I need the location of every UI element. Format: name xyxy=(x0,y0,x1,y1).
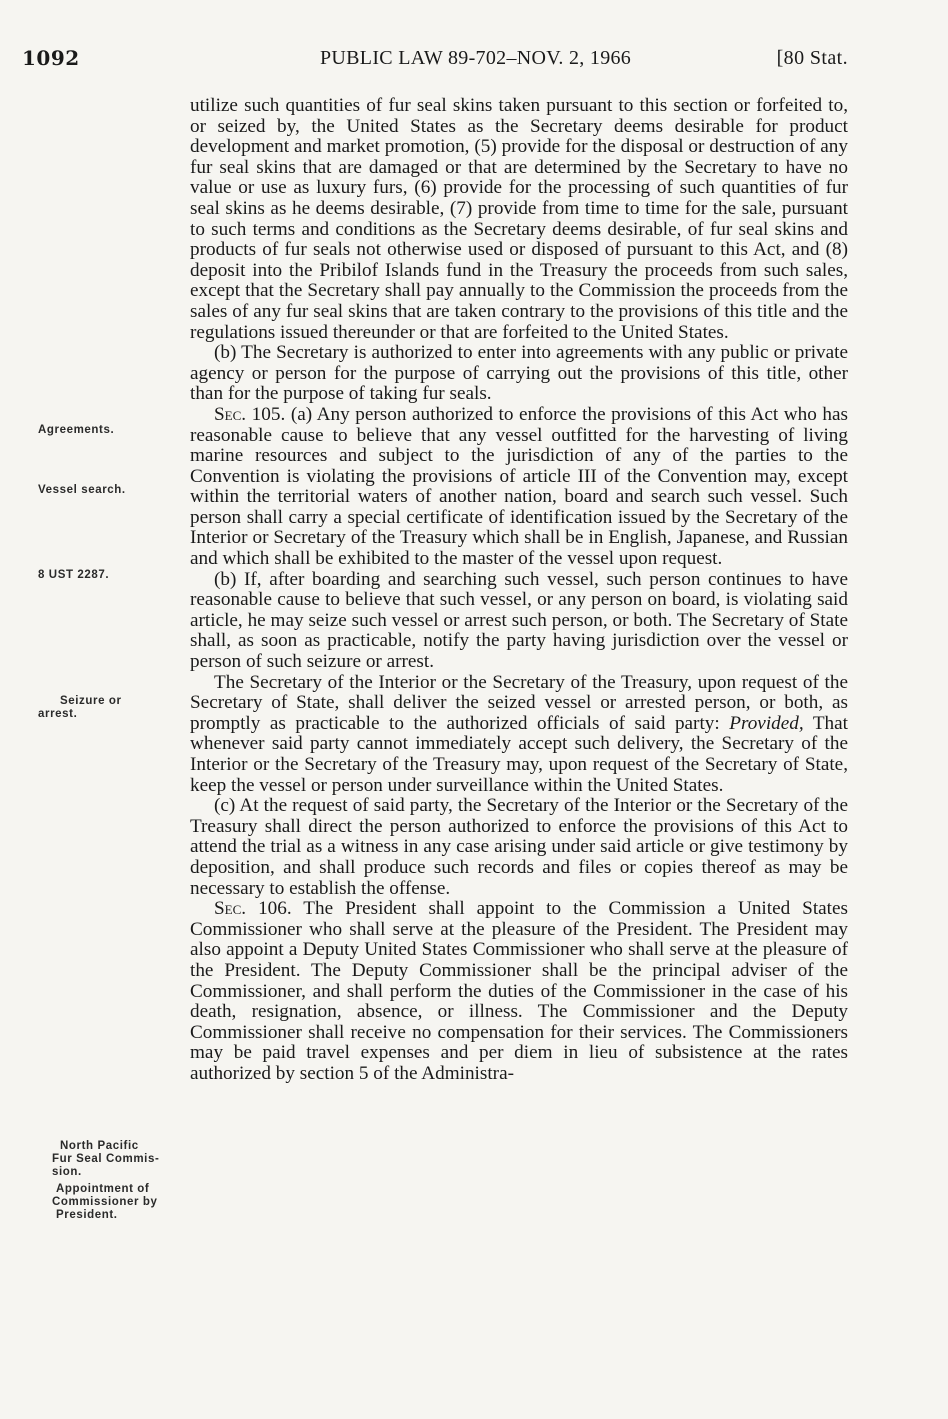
section-106-text: 106. The President shall appoint to the Commission a United States Commissioner who shall serve at the pleasure of the President. The President may also appoint a Deputy United States Commissioner who shall serve at the pleasure of the President. The Deputy Commissioner shall be the principal adviser of the Commissioner, and shall perform the duties of the Commissioner in the case of his death, resignation, absence, or illness. The Commissioner and the Deputy Commissioner shall receive no compensation for their services. The Commissioners may be paid travel expenses and per diem in lieu of subsistence at the rates authorized by section 5 of the Administra- xyxy=(190,898,848,1084)
main-body-text xyxy=(190,96,848,1085)
margin-note-commission-cont xyxy=(52,1153,159,1179)
margin-note-text: Commissioner by xyxy=(52,1196,158,1208)
statute-reference: [80 Stat. xyxy=(776,47,848,69)
section-label: Sec. xyxy=(214,403,247,425)
paragraph-section-105 xyxy=(190,405,848,570)
margin-note-text: arrest. xyxy=(38,708,78,720)
paragraph-fur-seal-skins: utilize such quantities of fur seal skins taken pursuant to this section or forfeited to, or seized by, the United States as the Secretary deems desirable for product development and market promotion, (5) provide for the disposal or destruction of any fur seal skins that are damaged or that are determined by the Secretary to have no value or use as luxury furs, (6) provide for the processing of such quantities of fur seal skins as he deems desirable, (7) provide from time to time for the sale, pursuant to such terms and conditions as the Secretary deems desirable, of fur seal skins and products of fur seals not otherwise used or disposed of pursuant to this Act, and (8) deposit into the Pribilof Islands fund in the Treasury the proceeds from such sales, except that the Secretary shall pay annually to the Commission the proceeds from the sales of any fur seal skins that are taken contrary to the provisions of this title and the regulations issued thereunder or that are forfeited to the United States. xyxy=(190,95,848,343)
margin-note-vessel-search xyxy=(38,484,126,497)
paragraph-seizure: (b) If, after boarding and searching such vessel, such person continues to have reasonable cause to believe that such vessel, or any person on board, is violating said article, he may seize such vessel or arrest such person, or both. The Secretary of State shall, as soon as practicable, notify the party having jurisdiction over the vessel or person of such seizure or arrest. xyxy=(190,568,848,673)
margin-note-text: Seizure or xyxy=(60,695,122,707)
paragraph-delivery xyxy=(190,673,848,797)
margin-note-text: sion. xyxy=(52,1166,82,1178)
page-number: 1092 xyxy=(22,46,80,70)
margin-note-text: Agreements. xyxy=(38,424,115,436)
margin-note-ust-citation xyxy=(38,569,109,582)
margin-note-text: Fur Seal Commis- xyxy=(52,1153,160,1165)
margin-note-agreements xyxy=(38,424,114,437)
delivery-text-before: The Secretary of the Interior or the Secretary of the Treasury, upon request of the Secretary of State, shall deliver the seized vessel or arrested person, or both, as promptly as practicable to the authorized officials of said party: xyxy=(190,671,848,734)
paragraph-trial-witness: (c) At the request of said party, the Secretary of the Interior or the Secretary of the Treasury shall direct the person authorized to enforce the provisions of this Act to attend the trial as a witness in any case arising under said article or give testimony by deposition, and shall produce such records and files or copies thereof as may be necessary to establish the offense. xyxy=(190,795,848,899)
paragraph-agreements: (b) The Secretary is authorized to enter into agreements with any public or private agency or person for the purpose of carrying out the provisions of this title, other than for the purpose of taking fur seals. xyxy=(190,342,848,405)
provided-italic: Provided, xyxy=(729,712,804,734)
margin-note-text: Appointment of xyxy=(56,1183,150,1195)
margin-note-appointment xyxy=(52,1183,158,1222)
paragraph-section-106 xyxy=(190,899,848,1084)
running-head: PUBLIC LAW 89-702–NOV. 2, 1966 xyxy=(320,47,632,69)
margin-note-text: Vessel search. xyxy=(38,484,126,496)
margin-note-commission xyxy=(60,1140,190,1153)
section-label: Sec. xyxy=(214,898,247,920)
margin-note-text: North Pacific xyxy=(60,1140,139,1152)
section-105-text: 105. (a) Any person authorized to enforce the provisions of this Act who has reasonable cause to believe that any vessel outfitted for the harvesting of living marine resources and subject to the jurisdiction of any of the parties to the Convention is violating the provisions of article III of the Convention may, except within the territorial waters of another nation, board and search such vessel. Such person shall carry a special certificate of identification issued by the Secretary of the Interior or Secretary of the Treasury which shall be in English, Japanese, and Russian and which shall be exhibited to the master of the vessel upon request. xyxy=(190,403,848,570)
delivery-text-after: That whenever said party cannot immediately accept such delivery, the Secretary of the Interior or the Secretary of the Treasury may, upon request of the Secretary of State, keep the vessel or person under surveillance within the United States. xyxy=(190,712,848,796)
margin-note-seizure xyxy=(38,695,122,721)
margin-note-text: 8 UST 2287. xyxy=(38,569,110,581)
margin-note-text: President. xyxy=(56,1209,118,1221)
